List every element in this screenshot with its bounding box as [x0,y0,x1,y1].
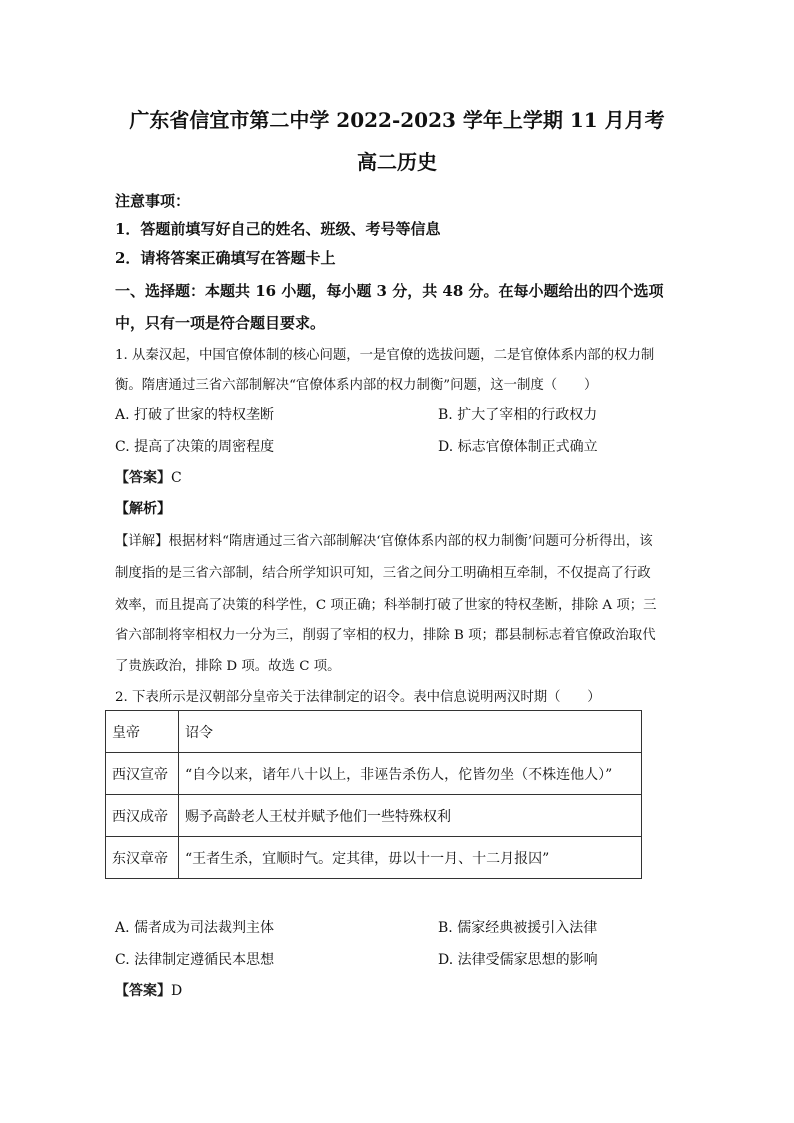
answer-value: C [171,470,182,486]
table-cell-emperor: 西汉成帝 [106,795,179,837]
q2-option-b: B. 儒家经典被援引入法律 [438,920,598,936]
q1-detail-line: 制度指的是三省六部制，结合所学知识可知，三省之间分工明确相互牵制，不仅提高了行政 [115,566,651,581]
answer-value: D [171,983,183,999]
q1-analysis-label: 【解析】 [115,501,171,517]
q1-option-d: D. 标志官僚体制正式确立 [438,439,598,455]
q1-detail-line: 效率，而且提高了决策的科学性，C 项正确；科举制打破了世家的特权垄断，排除 A 项；三 [115,598,657,613]
q1-stem-cont: 衡。隋唐通过三省六部制解决“官僚体系内部的权力制衡”问题，这一制度（ ） [115,378,598,393]
table-cell-edict: 赐予高龄老人王杖并赋予他们一些特殊权利 [179,795,642,837]
notice-item: 1．答题前填写好自己的姓名、班级、考号等信息 [115,220,441,238]
table-cell-emperor: 西汉宣帝 [106,753,179,795]
table-cell-edict: “自今以来，诸年八十以上，非诬告杀伤人，佗皆勿坐（不株连他人）” [179,753,642,795]
q2-stem: 2. 下表所示是汉朝部分皇帝关于法律制定的诏令。表中信息说明两汉时期（ ） [115,690,601,705]
q1-detail-line: 【详解】根据材料“隋唐通过三省六部制解决‘官僚体系内部的权力制衡’问题可分析得出，该 [115,534,653,549]
table-cell-emperor: 东汉章帝 [106,837,179,879]
table-row [106,837,642,879]
table-header-row [106,711,642,753]
q2-option-a: A. 儒者成为司法裁判主体 [115,920,275,936]
table-header-edict: 诏令 [179,711,642,753]
q2-option-d: D. 法律受儒家思想的影响 [438,952,598,968]
q1-stem: 1. 从秦汉起，中国官僚体制的核心问题，一是官僚的选拔问题，二是官僚体系内部的权力制 [115,348,655,363]
edict-table [105,710,642,879]
table-cell-edict: “王者生杀，宜顺时气。定其律，毋以十一月、十二月报囚” [179,837,642,879]
notice-item: 2．请将答案正确填写在答题卡上 [115,249,336,267]
table-row [106,753,642,795]
section-heading-cont: 中，只有一项是符合题目要求。 [115,314,326,332]
answer-label: 【答案】 [115,470,171,486]
notice-heading: 注意事项： [115,192,191,210]
q1-option-a: A. 打破了世家的特权垄断 [115,407,275,423]
q1-option-c: C. 提高了决策的周密程度 [115,439,275,455]
q1-detail-line: 了贵族政治，排除 D 项。故选 C 项。 [115,659,341,674]
table-header-emperor: 皇帝 [106,711,179,753]
section-heading: 一、选择题：本题共 16 小题，每小题 3 分，共 48 分。在每小题给出的四个选项 [115,282,664,300]
q1-detail-line: 省六部制将宰相权力一分为三，削弱了宰相的权力，排除 B 项；郡县制标志着官僚政治取代 [115,628,656,643]
exam-title: 广东省信宜市第二中学 2022-2023 学年上学期 11 月月考 [129,108,665,132]
table-row [106,795,642,837]
q1-option-b: B. 扩大了宰相的行政权力 [438,407,598,423]
exam-subtitle: 高二历史 [357,150,437,174]
q2-answer [115,980,685,1000]
q1-answer [115,467,685,487]
q2-option-c: C. 法律制定遵循民本思想 [115,952,275,968]
answer-label: 【答案】 [115,983,171,999]
